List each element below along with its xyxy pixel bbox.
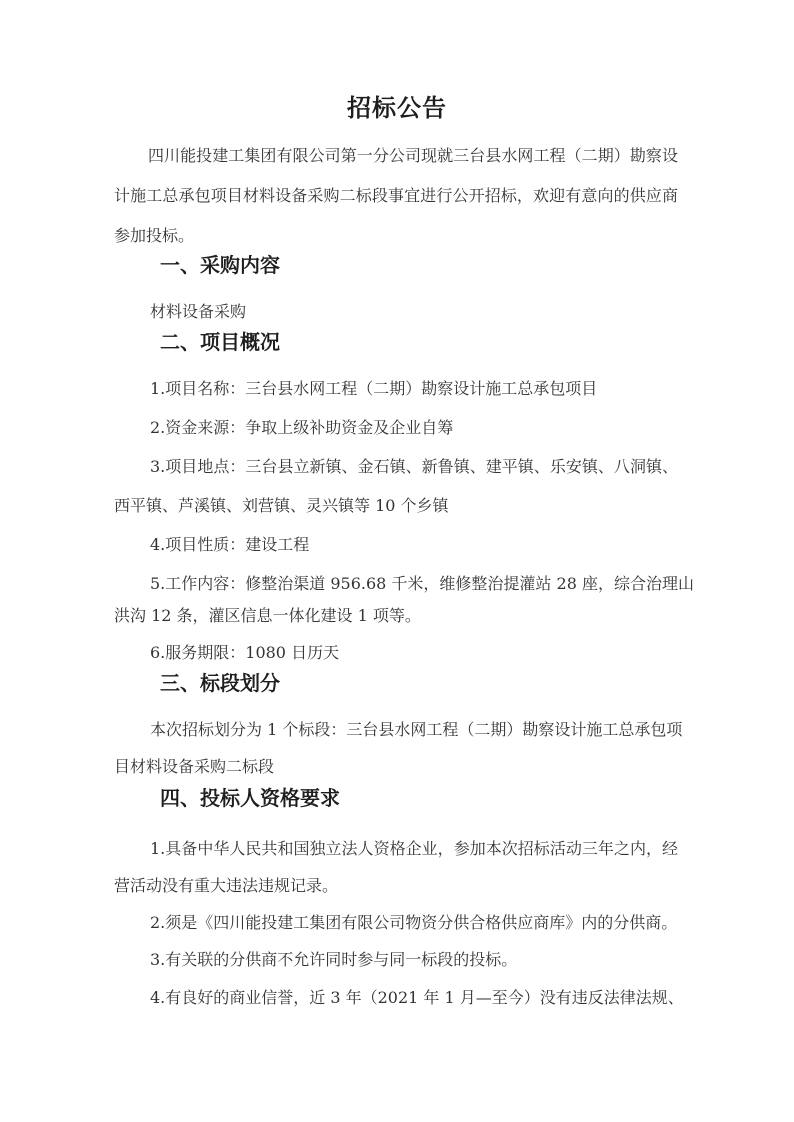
section-line: 6.服务期限：1080 日历天	[150, 643, 340, 662]
section-line: 2.资金来源：争取上级补助资金及企业自筹	[150, 418, 454, 437]
section-line: 1.具备中华人民共和国独立法人资格企业，参加本次招标活动三年之内，经	[150, 839, 678, 858]
section-line: 4.项目性质：建设工程	[150, 535, 310, 554]
section-line: 3.有关联的分供商不允许同时参与同一标段的投标。	[150, 950, 518, 969]
section-heading: 二、项目概况	[160, 330, 280, 354]
section-line: 2.须是《四川能投建工集团有限公司物资分供合格供应商库》内的分供商。	[150, 913, 678, 932]
section-line: 5.工作内容：修整治渠道 956.68 千米，维修整治提灌站 28 座，综合治理山	[150, 574, 694, 593]
section-heading: 一、采购内容	[160, 253, 280, 277]
section-heading: 四、投标人资格要求	[160, 786, 340, 810]
intro-line: 计施工总承包项目材料设备采购二标段事宜进行公开招标，欢迎有意向的供应商	[114, 186, 678, 205]
section-heading: 三、标段划分	[160, 671, 280, 695]
intro-line: 参加投标。	[114, 226, 195, 245]
section-line: 3.项目地点：三台县立新镇、金石镇、新鲁镇、建平镇、乐安镇、八洞镇、	[150, 457, 678, 476]
section-line: 4.有良好的商业信誉，近 3 年（2021 年 1 月—至今）没有违反法律法规、	[150, 988, 684, 1007]
intro-line: 四川能投建工集团有限公司第一分公司现就三台县水网工程（二期）勘察设	[148, 146, 678, 165]
section-line: 洪沟 12 条，灌区信息一体化建设 1 项等。	[114, 606, 421, 625]
section-line: 营活动没有重大违法违规记录。	[114, 876, 339, 895]
page-title: 招标公告	[347, 93, 447, 122]
section-line: 目材料设备采购二标段	[114, 757, 275, 776]
section-line: 西平镇、芦溪镇、刘营镇、灵兴镇等 10 个乡镇	[114, 496, 449, 515]
section-line: 1.项目名称：三台县水网工程（二期）勘察设计施工总承包项目	[150, 379, 598, 398]
section-line: 材料设备采购	[150, 302, 247, 321]
section-line: 本次招标划分为 1 个标段：三台县水网工程（二期）勘察设计施工总承包项	[150, 720, 683, 739]
